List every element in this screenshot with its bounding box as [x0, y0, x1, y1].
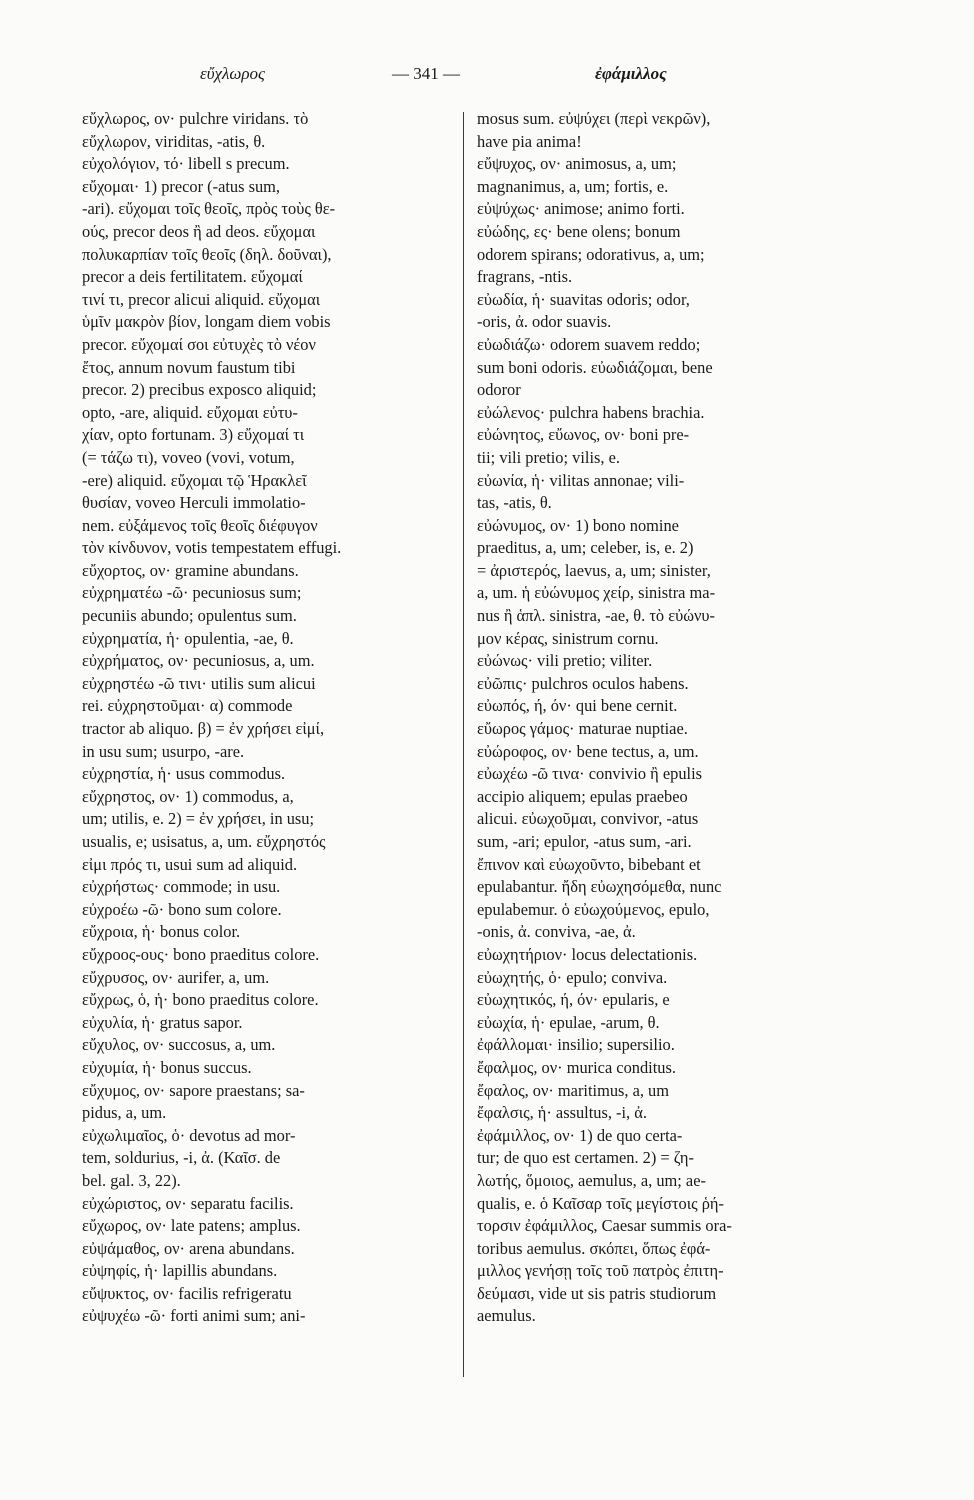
text-line: ἔφαλσις, ἡ· assultus, -i, ἀ.: [477, 1103, 647, 1123]
text-line: tractor ab aliquo. β) = ἐν χρήσει εἰμί,: [82, 719, 325, 739]
text-line: εὐωχέω -ῶ τινα· convivio ἢ epulis: [477, 764, 703, 784]
text-line: ἔπινον καὶ εὐωχοῦντο, bibebant et: [477, 854, 701, 874]
text-line: epulabantur. ἤδη εὐωχησόμεθα, nunc: [477, 877, 722, 897]
text-line: ἔφαλμος, ον· murica conditus.: [477, 1057, 676, 1077]
text-line: εὐχυλία, ἡ· gratus sapor.: [82, 1012, 243, 1032]
text-line: rei. εὐχρηστοῦμαι· α) commode: [82, 696, 293, 716]
right-running-headword: ἐφάμιλλος: [595, 64, 667, 83]
text-line: um; utilis, e. 2) = ἐν χρήσει, in usu;: [82, 809, 315, 829]
text-line: a, um. ἡ εὐώνυμος χείρ, sinistra ma-: [477, 583, 716, 603]
text-line: (= τάζω τι), voveo (vovi, votum,: [82, 447, 295, 467]
text-line: bel. gal. 3, 22).: [82, 1170, 181, 1190]
text-line: praeditus, a, um; celeber, is, e. 2): [477, 538, 694, 558]
text-line: aemulus.: [477, 1306, 536, 1326]
text-line: εὔχορτος, ον· gramine abundans.: [82, 560, 299, 580]
text-line: εὐψυχέω -ῶ· forti animi sum; ani-: [82, 1306, 306, 1326]
text-line: εὐχώριστος, ον· separatu facilis.: [82, 1193, 294, 1213]
text-line: εὐῶπις· pulchros oculos habens.: [477, 673, 689, 693]
text-line: εὔχρυσος, ον· aurifer, a, um.: [82, 967, 270, 987]
text-line: pidus, a, um.: [82, 1103, 167, 1123]
text-line: sum, -ari; epulor, -atus sum, -ari.: [477, 832, 692, 851]
text-line: ἔφαλος, ον· maritimus, a, um: [477, 1080, 669, 1100]
text-line: εὔχροος-ους· bono praeditus colore.: [82, 944, 320, 964]
text-line: εὐχρηματέω -ῶ· pecuniosus sum;: [82, 583, 302, 603]
text-line: εὐχρηστέω -ῶ τινι· utilis sum alicui: [82, 673, 316, 693]
text-line: εὐψύχως· animose; animo forti.: [477, 199, 685, 219]
text-line: εὔψυκτος, ον· facilis refrigeratu: [82, 1283, 292, 1303]
text-line: εὔχομαι· 1) precor (-atus sum,: [82, 176, 280, 196]
text-line: odorem spirans; odorativus, a, um;: [477, 244, 705, 264]
text-line: τὸν κίνδυνον, votis tempestatem effugi.: [82, 538, 342, 558]
text-line: have pia anima!: [477, 131, 582, 151]
text-line: εὔχρως, ὁ, ἡ· bono praeditus colore.: [82, 990, 319, 1010]
text-line: alicui. εὐωχοῦμαι, convivor, -atus: [477, 809, 699, 829]
text-line: mosus sum. εὐψύχει (περὶ νεκρῶν),: [477, 109, 711, 128]
text-line: tii; vili pretio; vilis, e.: [477, 447, 620, 467]
text-line: -ari). εὔχομαι τοῖς θεοῖς, πρὸς τοὺς θε-: [82, 199, 336, 219]
text-line: tem, soldurius, -i, ἀ. (Καῖσ. de: [82, 1148, 281, 1168]
text-line: odoror: [477, 380, 521, 400]
text-line: λωτής, ὅμοιος, aemulus, a, um; ae-: [477, 1170, 706, 1190]
text-line: εὔχωρος, ον· late patens; amplus.: [82, 1216, 301, 1236]
text-line: εὔχυλος, ον· succosus, a, um.: [82, 1035, 276, 1055]
text-line: εὐώνυμος, ον· 1) bono nomine: [477, 515, 679, 535]
text-line: qualis, e. ὁ Καῖσαρ τοῖς μεγίστοις ῥή-: [477, 1193, 724, 1213]
text-line: precor a deis fertilitatem. εὔχομαί: [82, 267, 303, 287]
text-line: -oris, ἀ. odor suavis.: [477, 312, 612, 332]
text-line: precor. εὔχομαί σοι εὐτυχὲς τὸ νέον: [82, 334, 316, 354]
text-line: μιλλος γενήσῃ τοῖς τοῦ πατρὸς ἐπιτη-: [477, 1261, 724, 1281]
page-number: — 341 —: [392, 64, 460, 83]
text-line: εὔχυμος, ον· sapore praestans; sa-: [82, 1080, 305, 1100]
text-line: -onis, ἀ. conviva, -ae, ἀ.: [477, 922, 636, 942]
text-line: χίαν, opto fortunam. 3) εὔχομαί τι: [82, 425, 305, 445]
text-line: τινί τι, precor alicui aliquid. εὔχομαι: [82, 289, 321, 309]
text-line: εὐχρήματος, ον· pecuniosus, a, um.: [82, 651, 315, 671]
left-running-headword: εὔχλωρος: [200, 64, 265, 83]
text-line: opto, -are, aliquid. εὔχομαι εὐτυ-: [82, 402, 298, 422]
text-line: ἔτος, annum novum faustum tibi: [82, 357, 296, 377]
text-line: = ἀριστερός, laevus, a, um; sinister,: [477, 560, 711, 580]
text-line: εὐωχία, ἡ· epulae, -arum, θ.: [477, 1012, 660, 1032]
text-line: nus ἢ ἁπλ. sinistra, -ae, θ. τὸ εὐώνυ-: [477, 606, 715, 626]
text-line: sum boni odoris. εὐωδιάζομαι, bene: [477, 357, 713, 377]
text-line: tur; de quo est certamen. 2) = ζη-: [477, 1148, 694, 1168]
text-line: in usu sum; usurpo, -are.: [82, 741, 245, 761]
text-line: εὐχωλιμαῖος, ὁ· devotus ad mor-: [82, 1125, 296, 1145]
text-line: εὐχροέω -ῶ· bono sum colore.: [82, 899, 282, 919]
text-line: εὐωνία, ἡ· vilitas annonae; vili-: [477, 470, 685, 490]
text-line: εὐχρήστως· commode; in usu.: [82, 877, 281, 897]
text-line: toribus aemulus. σκόπει, ὅπως ἐφά-: [477, 1238, 711, 1258]
text-line: εὔχρηστος, ον· 1) commodus, a,: [82, 786, 294, 806]
text-line: εὐωχητικός, ή, όν· epularis, e: [477, 990, 670, 1010]
page-header: [0, 64, 974, 94]
text-line: ἐφάλλομαι· insilio; supersilio.: [477, 1035, 675, 1055]
text-line: εὐωχητής, ὁ· epulo; conviva.: [477, 967, 668, 987]
text-line: fragrans, -ntis.: [477, 267, 573, 287]
text-line: εὐωπός, ή, όν· qui bene cernit.: [477, 696, 678, 716]
text-line: εὐώνως· vili pretio; viliter.: [477, 651, 653, 671]
text-line: θυσίαν, voveo Herculi immolatio-: [82, 493, 306, 513]
text-line: εὔψυχος, ον· animosus, a, um;: [477, 154, 677, 174]
text-line: εὐώλενος· pulchra habens brachia.: [477, 402, 705, 422]
text-line: ἐφάμιλλος, ον· 1) de quo certa-: [477, 1125, 683, 1145]
text-line: εὐωδία, ἡ· suavitas odoris; odor,: [477, 289, 690, 309]
text-line: tas, -atis, θ.: [477, 493, 552, 513]
text-line: εὔχροια, ἡ· bonus color.: [82, 922, 241, 942]
text-line: -ere) aliquid. εὔχομαι τῷ Ἡρακλεῖ: [82, 470, 307, 490]
text-line: εὐχρηματία, ἡ· opulentia, -ae, θ.: [82, 628, 294, 648]
text-line: precor. 2) precibus exposco aliquid;: [82, 380, 317, 400]
left-column: [82, 108, 454, 1328]
text-line: εὐωχητήριον· locus delectationis.: [477, 944, 698, 964]
text-line: nem. εὐξάμενος τοῖς θεοῖς διέφυγον: [82, 515, 318, 535]
text-line: εὐώδης, ες· bene olens; bonum: [477, 221, 681, 241]
column-divider: [463, 112, 464, 1377]
text-line: pecuniis abundo; opulentus sum.: [82, 606, 297, 626]
text-line: ούς, precor deos ἢ ad deos. εὔχομαι: [82, 221, 316, 241]
text-line: usualis, e; usisatus, a, um. εὔχρηστός: [82, 832, 326, 851]
text-line: εἰμι πρός τι, usui sum ad aliquid.: [82, 854, 298, 874]
text-line: ὑμῖν μακρὸν βίον, longam diem vobis: [82, 312, 331, 332]
text-line: εὔχλωρος, ον· pulchre viridans. τὸ: [82, 109, 309, 128]
text-line: εὐωδιάζω· odorem suavem reddo;: [477, 334, 701, 354]
text-line: εὔωρος γάμος· maturae nuptiae.: [477, 719, 688, 739]
text-line: εὐώνητος, εὔωνος, ον· boni pre-: [477, 425, 690, 445]
text-line: εὐχολόγιον, τό· libell s precum.: [82, 154, 290, 174]
text-line: μον κέρας, sinistrum cornu.: [477, 628, 659, 648]
text-line: epulabemur. ὁ εὐωχούμενος, epulo,: [477, 899, 710, 919]
text-line: εὐψάμαθος, ον· arena abundans.: [82, 1238, 295, 1258]
text-line: εὐώροφος, ον· bene tectus, a, um.: [477, 741, 699, 761]
text-line: εὐχυμία, ἡ· bonus succus.: [82, 1057, 252, 1077]
text-line: δεύμασι, vide ut sis patris studiorum: [477, 1283, 717, 1303]
text-line: magnanimus, a, um; fortis, e.: [477, 176, 669, 196]
right-column: [477, 108, 853, 1328]
text-line: εὐχρηστία, ἡ· usus commodus.: [82, 764, 286, 784]
text-line: εὐψηφίς, ἡ· lapillis abundans.: [82, 1261, 278, 1281]
text-line: τορσιν ἐφάμιλλος, Caesar summis ora-: [477, 1216, 732, 1236]
text-line: εὔχλωρον, viriditas, -atis, θ.: [82, 131, 266, 151]
text-line: accipio aliquem; epulas praebeo: [477, 786, 688, 806]
text-line: πολυκαρπίαν τοῖς θεοῖς (δηλ. δοῦναι),: [82, 244, 332, 264]
